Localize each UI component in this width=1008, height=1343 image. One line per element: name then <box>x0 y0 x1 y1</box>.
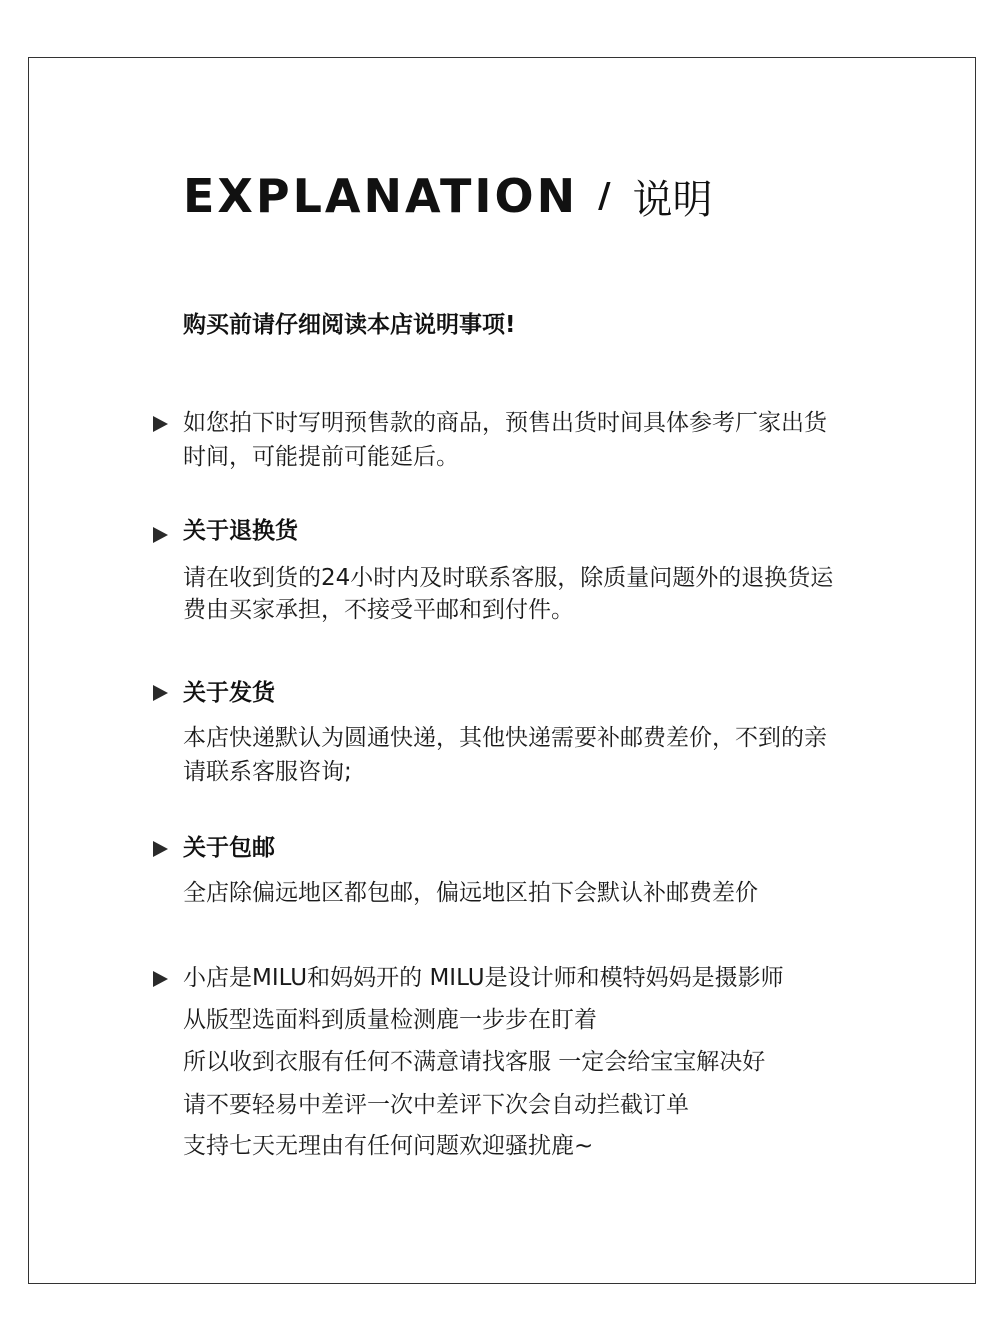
section-shipping-line-2: 请联系客服咨询; <box>183 759 352 785</box>
bullet-arrow-icon <box>153 971 168 987</box>
bullet-arrow-icon <box>153 416 168 432</box>
section-about-line-2: 从版型选面料到质量检测鹿一步步在盯着 <box>183 1007 597 1033</box>
section-returns-heading: 关于退换货 <box>183 518 298 544</box>
title-separator: / <box>598 176 611 216</box>
section-shipping-line-1: 本店快递默认为圆通快递，其他快递需要补邮费差价，不到的亲 <box>183 725 827 751</box>
bullet-arrow-icon <box>153 685 168 701</box>
section-presale-line-1: 如您拍下时写明预售款的商品，预售出货时间具体参考厂家出货 <box>183 410 827 436</box>
page-title <box>183 166 713 226</box>
notice-text: 购买前请仔细阅读本店说明事项! <box>183 312 516 338</box>
bullet-arrow-icon <box>153 841 168 857</box>
section-about-line-4: 请不要轻易中差评一次中差评下次会自动拦截订单 <box>183 1092 689 1118</box>
section-freeshipping-line-1: 全店除偏远地区都包邮，偏远地区拍下会默认补邮费差价 <box>183 880 758 906</box>
section-returns-line-2: 费由买家承担，不接受平邮和到付件。 <box>183 597 574 623</box>
title-english: EXPLANATION <box>183 169 579 223</box>
section-freeshipping-heading: 关于包邮 <box>183 835 275 861</box>
section-returns-line-1: 请在收到货的24小时内及时联系客服，除质量问题外的退换货运 <box>183 565 834 591</box>
section-presale-line-2: 时间，可能提前可能延后。 <box>183 444 459 470</box>
section-about-line-1: 小店是MILU和妈妈开的 MILU是设计师和模特妈妈是摄影师 <box>183 965 784 991</box>
section-about-line-5: 支持七天无理由有任何问题欢迎骚扰鹿~ <box>183 1133 594 1159</box>
section-about-line-3: 所以收到衣服有任何不满意请找客服 一定会给宝宝解决好 <box>183 1049 766 1075</box>
section-shipping-heading: 关于发货 <box>183 680 275 706</box>
bullet-arrow-icon <box>153 527 168 543</box>
title-chinese: 说明 <box>632 176 713 223</box>
